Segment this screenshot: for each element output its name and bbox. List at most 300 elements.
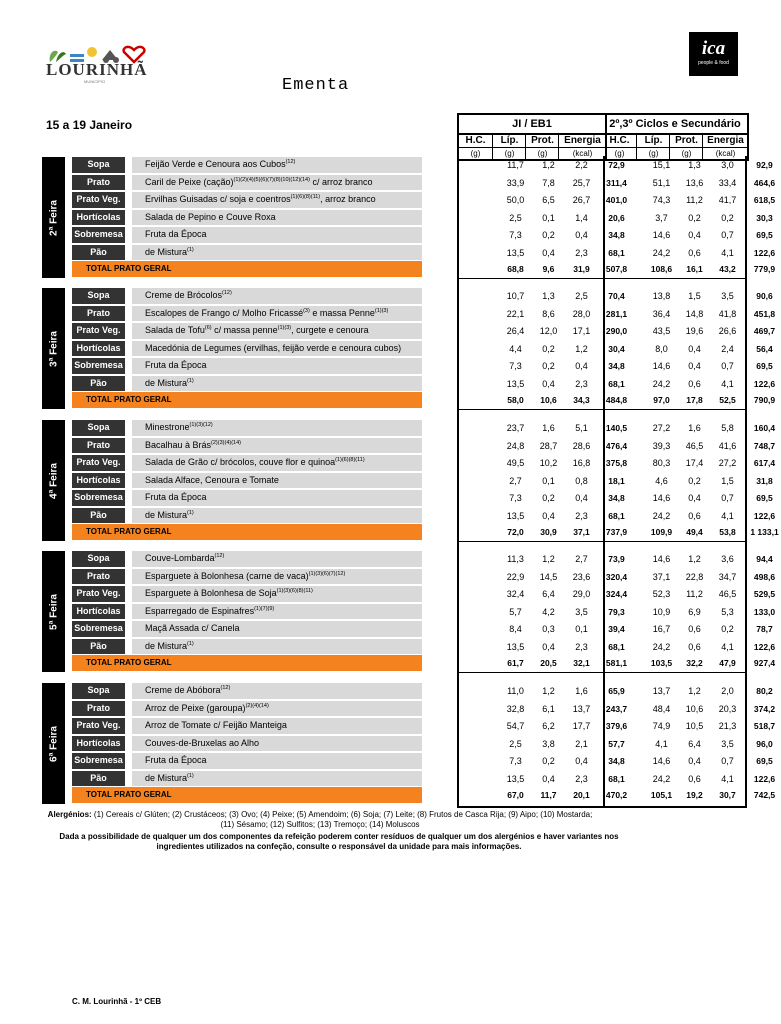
dish-name — [132, 621, 422, 637]
ji-total-energia: 507,8 — [605, 264, 628, 274]
allergen-codes: (1)(3) — [374, 307, 389, 314]
ji-prot-value: 2,1 — [575, 738, 588, 749]
ciclos-hc-value: 13,7 — [652, 686, 671, 696]
ciclos-energia-value: 469,7 — [753, 326, 776, 336]
ji-lip-value: 1,6 — [542, 423, 555, 433]
menu-row-prato — [72, 306, 776, 324]
ciclos-total-prot: 53,8 — [719, 527, 736, 537]
ji-energia-value: 311,4 — [606, 177, 627, 188]
category-label: Prato — [72, 569, 125, 585]
menu-row-horticolas — [72, 604, 776, 622]
ciclos-lip-value: 0,4 — [688, 361, 701, 371]
ji-energia-value: 68,1 — [608, 773, 625, 784]
total-label: TOTAL PRATO GERAL — [72, 787, 422, 803]
ji-lip-value: 0,2 — [542, 756, 555, 766]
dish-text: Maçã Assada c/ Canela — [145, 623, 240, 633]
weekday-bar — [42, 157, 65, 278]
ji-energia-value: 68,1 — [608, 510, 625, 521]
ciclos-hc-value: 43,5 — [652, 326, 671, 336]
ji-hc-value: 50,0 — [506, 195, 525, 205]
ji-prot-value: 2,7 — [575, 554, 588, 564]
ji-lip-value: 1,2 — [542, 554, 555, 564]
col-prot: Prot. — [531, 135, 554, 146]
dish-name — [132, 718, 422, 734]
ji-total-lip: 10,6 — [540, 395, 557, 405]
ciclos-prot-value: 3,5 — [721, 738, 734, 749]
dish-text: Esparguete à Bolonhesa de Soja — [145, 588, 277, 598]
ji-lip-value: 8,6 — [542, 308, 555, 319]
ciclos-total-prot: 52,5 — [719, 395, 736, 405]
ciclos-lip-value: 1,2 — [688, 554, 701, 564]
ji-lip-value: 6,4 — [542, 589, 555, 599]
ji-hc-value: 11,0 — [507, 686, 524, 696]
ji-prot-value: 1,2 — [575, 343, 588, 354]
ji-prot-value: 0,4 — [575, 493, 588, 503]
ciclos-prot-value: 0,7 — [721, 756, 734, 766]
ciclos-prot-value: 3,5 — [721, 291, 734, 301]
menu-row-pao — [72, 245, 776, 263]
ciclos-lip-value: 0,4 — [688, 230, 701, 240]
dish-name — [132, 358, 422, 374]
ciclos-prot-value: 33,4 — [718, 177, 737, 188]
ciclos-total-prot: 43,2 — [719, 264, 736, 274]
category-label: Pão — [72, 508, 125, 524]
ciclos-lip-value: 0,6 — [688, 378, 701, 389]
col-unit: (g) — [603, 147, 636, 159]
ji-total-prot: 32,1 — [573, 658, 590, 668]
total-label: TOTAL PRATO GERAL — [72, 655, 422, 671]
ciclos-hc-value: 24,2 — [652, 773, 671, 784]
ciclos-prot-value: 4,1 — [721, 773, 734, 784]
weekday-label: 6ª Feira — [48, 725, 59, 762]
ciclos-prot-value: 3,0 — [721, 160, 734, 170]
ciclos-total-hc: 108,6 — [650, 264, 673, 274]
ji-hc-value: 13,5 — [506, 378, 525, 389]
ciclos-prot-value: 46,5 — [718, 589, 737, 599]
ji-lip-value: 7,8 — [542, 177, 555, 188]
category-label: Prato — [72, 175, 125, 191]
ji-prot-value: 26,7 — [572, 195, 591, 205]
ji-total-lip: 30,9 — [540, 527, 557, 537]
allergens-legend — [40, 810, 600, 830]
ji-lip-value: 0,4 — [542, 641, 555, 652]
ji-lip-value: 4,2 — [542, 606, 555, 617]
day-block — [42, 420, 779, 541]
ciclos-lip-value: 46,5 — [685, 440, 704, 451]
day-block — [42, 551, 776, 672]
ji-lip-value: 0,2 — [542, 493, 555, 503]
ji-lip-value: 14,5 — [539, 571, 558, 582]
ciclos-total-energia: 742,5 — [753, 790, 776, 800]
ji-hc-value: 7,3 — [509, 756, 522, 766]
ji-lip-value: 10,2 — [539, 458, 558, 468]
category-label: Pão — [72, 639, 125, 655]
dish-name — [132, 771, 422, 787]
dish-name — [132, 157, 422, 173]
weekday-bar — [42, 288, 65, 409]
ji-total-hc: 58,0 — [507, 395, 524, 405]
allergen-codes: (12) — [222, 290, 232, 296]
ji-prot-value: 2,3 — [575, 641, 588, 652]
ji-lip-value: 0,4 — [542, 247, 555, 258]
ji-total-prot: 34,3 — [573, 395, 590, 405]
ji-lip-value: 0,1 — [542, 475, 555, 486]
ciclos-hc-value: 80,3 — [652, 458, 671, 468]
ciclos-energia-value: 122,6 — [753, 773, 776, 784]
ji-energia-value: 34,8 — [608, 361, 625, 371]
ji-lip-value: 28,7 — [539, 440, 558, 451]
ji-energia-value: 79,3 — [608, 606, 625, 617]
ciclos-hc-value: 14,6 — [652, 756, 671, 766]
ciclos-energia-value: 617,4 — [753, 458, 776, 468]
ji-lip-value: 0,4 — [542, 378, 555, 389]
dish-text: Arroz de Peixe (garoupa) — [145, 702, 246, 713]
dish-text: Bacalhau à Brás — [145, 439, 212, 450]
ji-lip-value: 6,5 — [542, 195, 555, 205]
ji-total-prot: 20,1 — [573, 790, 590, 800]
dish-text: Salada de Pepino e Couve Roxa — [145, 211, 276, 222]
ciclos-total-prot: 47,9 — [719, 658, 736, 668]
ciclos-prot-value: 26,6 — [718, 326, 737, 336]
ciclos-hc-value: 24,2 — [652, 510, 671, 521]
dish-text: de Mistura — [145, 640, 188, 651]
ciclos-energia-value: 748,7 — [753, 440, 776, 451]
ji-energia-value: 34,8 — [608, 493, 625, 503]
ciclos-lip-value: 0,6 — [688, 510, 701, 521]
menu-row-pao — [72, 771, 776, 789]
ji-energia-value: 68,1 — [608, 641, 625, 652]
allergen-codes: (1)(6)(8)(11) — [335, 457, 365, 463]
ji-energia-value: 140,5 — [605, 423, 628, 433]
category-label: Prato Veg. — [72, 192, 125, 208]
dish-text: Fruta da Época — [145, 229, 207, 239]
dish-text: Feijão Verde e Cenoura aos Cubos — [145, 159, 286, 169]
ji-energia-value: 70,4 — [608, 291, 625, 301]
category-label: Prato Veg. — [72, 455, 125, 471]
ciclos-prot-value: 0,2 — [721, 624, 734, 634]
allergen-codes: (2)(3)(4)(14) — [211, 439, 241, 446]
ciclos-total-lip: 16,1 — [686, 264, 703, 274]
ji-lip-value: 1,2 — [542, 686, 555, 696]
ji-total-hc: 61,7 — [507, 658, 524, 668]
category-label: Sobremesa — [72, 490, 125, 506]
ji-hc-value: 10,7 — [506, 291, 525, 301]
ciclos-hc-value: 14,6 — [652, 554, 671, 564]
dish-name — [132, 420, 422, 436]
ji-lip-value: 6,2 — [542, 721, 555, 731]
ciclos-energia-value: 133,0 — [753, 606, 776, 617]
ciclos-energia-value: 31,8 — [756, 475, 773, 486]
ciclos-total-prot: 30,7 — [719, 790, 736, 800]
ciclos-prot-value: 1,5 — [721, 475, 734, 486]
ciclos-lip-value: 1,3 — [688, 160, 701, 170]
ciclos-energia-value: 160,4 — [753, 423, 776, 433]
ji-prot-value: 5,1 — [575, 423, 588, 433]
ji-energia-value: 68,1 — [608, 247, 625, 258]
dish-text: Esparregado de Espinafres — [145, 605, 255, 616]
total-label: TOTAL PRATO GERAL — [72, 392, 422, 408]
menu-row-prato — [72, 175, 776, 193]
dish-text: Macedónia de Legumes (ervilhas, feijão verde e cenoura cubos) — [145, 342, 402, 353]
allergen-codes: (1) — [187, 377, 194, 384]
dish-name — [132, 508, 422, 524]
ciclos-lip-value: 0,4 — [688, 493, 701, 503]
day-separator — [457, 541, 747, 542]
ciclos-prot-value: 34,7 — [718, 571, 737, 582]
col-lip: Líp. — [644, 135, 663, 146]
ji-hc-value: 7,3 — [509, 230, 522, 240]
allergen-codes: (1)(3)(12) — [189, 422, 213, 428]
ciclos-lip-value: 19,6 — [685, 326, 704, 336]
menu-row-sopa — [72, 683, 773, 701]
ciclos-energia-value: 498,6 — [753, 571, 776, 582]
allergens-text: (1) Cereais c/ Glúten; (2) Crustáceos; (3) Ovo; (4) Peixe; (5) Amendoim; (6) Soja; (7) Leite; (8) Frutos de Casca Rija; (9) Aipo; (10) Mostarda; (11) Sésamo; (12) Sulfitos; (13) Tremoço; (14) Moluscos — [91, 810, 593, 829]
category-label: Prato Veg. — [72, 718, 125, 734]
ji-prot-value: 17,7 — [572, 721, 591, 731]
ciclos-lip-value: 0,4 — [688, 756, 701, 766]
week-dates: 15 a 19 Janeiro — [46, 118, 133, 132]
dish-text: Esparguete à Bolonhesa (carne de vaca) — [145, 570, 309, 581]
dish-name — [132, 288, 422, 304]
menu-row-prato-veg — [72, 192, 776, 210]
ji-energia-value: 476,4 — [605, 440, 628, 451]
ciclos-energia-value: 464,6 — [753, 177, 776, 188]
menu-row-pao — [72, 376, 776, 394]
ji-prot-value: 2,3 — [575, 247, 588, 258]
category-label: Pão — [72, 245, 125, 261]
dish-name — [132, 438, 422, 454]
ji-hc-value: 32,4 — [506, 589, 525, 599]
ji-lip-value: 0,4 — [542, 510, 555, 521]
dish-text: c/ arroz branco — [309, 176, 373, 187]
dish-text: de Mistura — [145, 377, 188, 388]
ji-energia-value: 281,1 — [605, 308, 628, 319]
ciclos-energia-value: 374,2 — [753, 703, 776, 714]
dish-name — [132, 569, 422, 585]
dish-text: de Mistura — [145, 509, 188, 520]
day-separator — [457, 672, 747, 673]
day-block — [42, 288, 776, 409]
dish-text: Couves-de-Bruxelas ao Alho — [145, 737, 260, 748]
ciclos-hc-value: 3,7 — [655, 212, 668, 223]
menu-row-prato — [72, 569, 776, 587]
dish-name — [132, 210, 422, 226]
ji-total-lip: 9,6 — [542, 264, 555, 274]
ciclos-prot-value: 0,7 — [721, 230, 734, 240]
col-energia: Energia — [564, 135, 601, 146]
ciclos-total-lip: 19,2 — [686, 790, 703, 800]
menu-row-sobremesa — [72, 227, 773, 245]
ciclos-energia-value: 69,5 — [756, 230, 773, 240]
ciclos-lip-value: 6,9 — [688, 606, 701, 617]
category-label: Sopa — [72, 420, 125, 436]
ciclos-hc-value: 14,6 — [652, 230, 671, 240]
ji-total-hc: 68,8 — [507, 264, 524, 274]
ciclos-energia-value: 30,3 — [756, 212, 773, 223]
ji-prot-value: 23,6 — [572, 571, 591, 582]
menu-row-prato-veg — [72, 586, 776, 604]
ji-energia-value: 320,4 — [605, 571, 628, 582]
ciclos-energia-value: 518,7 — [753, 721, 776, 731]
category-label: Sopa — [72, 157, 125, 173]
allergen-notice: Dada a possibilidade de qualquer um dos componentes da refeição poderem conter resíduos de qualquer um dos alergénios e haver variantes nos ingredientes utilizados na confeção, consulte o responsável da unidade para mais informações. — [59, 832, 619, 851]
ji-lip-value: 0,3 — [542, 624, 555, 634]
ciclos-prot-value: 0,7 — [721, 361, 734, 371]
ica-logo-tagline: people & food — [698, 60, 729, 66]
municipality-logo-text: LOURINHÃ — [46, 60, 148, 79]
weekday-label: 4ª Feira — [48, 462, 59, 499]
ciclos-prot-value: 4,1 — [721, 641, 734, 652]
ciclos-prot-value: 2,0 — [721, 686, 734, 696]
col-unit: (g) — [493, 147, 526, 159]
ji-total-hc: 67,0 — [507, 790, 524, 800]
ciclos-hc-value: 14,6 — [652, 493, 671, 503]
ciclos-lip-value: 14,8 — [685, 308, 704, 319]
ciclos-energia-value: 69,5 — [756, 361, 773, 371]
total-row — [72, 261, 776, 279]
ji-hc-value: 22,9 — [506, 571, 525, 582]
category-label: Sobremesa — [72, 358, 125, 374]
dish-name — [132, 639, 422, 655]
ji-total-energia: 737,9 — [605, 527, 628, 537]
ji-energia-value: 34,8 — [608, 230, 625, 240]
col-lip: Líp. — [500, 135, 519, 146]
ciclos-lip-value: 1,6 — [688, 423, 701, 433]
col-unit: (g) — [670, 147, 703, 159]
page-title: Ementa — [282, 76, 350, 95]
ciclos-total-lip: 32,2 — [686, 658, 703, 668]
ciclos-prot-value: 21,3 — [718, 721, 737, 731]
dish-text: Salada de Tofu — [145, 325, 205, 335]
ji-total-hc: 72,0 — [507, 527, 524, 537]
category-label: Prato — [72, 306, 125, 322]
ica-logo — [689, 32, 738, 76]
ji-hc-value: 11,3 — [507, 554, 524, 564]
dish-name — [132, 490, 422, 506]
allergen-codes: (3) — [303, 307, 310, 314]
ji-hc-value: 13,5 — [506, 510, 525, 521]
allergen-codes: (2)(4)(14) — [245, 702, 269, 709]
group-title-ji-eb1: JI / EB1 — [512, 118, 552, 130]
ji-total-energia: 470,2 — [605, 790, 628, 800]
ciclos-lip-value: 0,4 — [688, 343, 701, 354]
category-label: Hortícolas — [72, 210, 125, 226]
dish-text: Caril de Peixe (cação) — [145, 176, 234, 187]
day-separator — [457, 409, 747, 410]
category-label: Prato — [72, 701, 125, 717]
ji-prot-value: 28,0 — [572, 308, 591, 319]
allergen-codes: (1)(3)(6)(8)(11) — [276, 588, 313, 594]
dish-name — [132, 306, 422, 322]
ciclos-energia-value: 56,4 — [756, 343, 773, 354]
ji-hc-value: 22,1 — [506, 308, 525, 319]
ji-hc-value: 8,4 — [509, 624, 522, 634]
ciclos-lip-value: 0,6 — [688, 641, 701, 652]
col-prot: Prot. — [675, 135, 698, 146]
ciclos-prot-value: 41,6 — [718, 440, 737, 451]
dish-text: c/ massa penne — [211, 325, 278, 335]
ji-energia-value: 57,7 — [608, 738, 625, 749]
ji-total-energia: 484,8 — [605, 395, 628, 405]
ciclos-lip-value: 1,2 — [688, 686, 701, 696]
dish-text: Creme de Abóbora — [145, 685, 221, 695]
dish-text: , arroz branco — [320, 194, 376, 204]
ciclos-energia-value: 92,9 — [756, 160, 773, 170]
total-row — [72, 524, 779, 542]
ji-prot-value: 2,2 — [575, 160, 588, 170]
ji-energia-value: 73,9 — [608, 554, 625, 564]
ji-hc-value: 2,7 — [509, 475, 522, 486]
menu-row-prato-veg — [72, 323, 776, 341]
ciclos-lip-value: 22,8 — [685, 571, 704, 582]
weekday-bar — [42, 683, 65, 804]
menu-row-sobremesa — [72, 621, 773, 639]
dish-text: Escalopes de Frango c/ Molho Fricassé — [145, 307, 304, 318]
menu-row-sopa — [72, 288, 773, 306]
ciclos-lip-value: 17,4 — [685, 458, 704, 468]
ji-total-lip: 20,5 — [540, 658, 557, 668]
ciclos-energia-value: 451,8 — [753, 308, 776, 319]
ciclos-hc-value: 24,2 — [652, 247, 671, 258]
dish-name — [132, 683, 422, 699]
dish-name — [132, 604, 422, 620]
dish-text: Couve-Lombarda — [145, 553, 215, 563]
ji-hc-value: 33,9 — [506, 177, 525, 188]
allergen-codes: (1)(3) — [277, 325, 292, 331]
menu-row-prato-veg — [72, 455, 776, 473]
ciclos-lip-value: 11,2 — [686, 589, 703, 599]
ciclos-prot-value: 20,3 — [718, 703, 737, 714]
total-label: TOTAL PRATO GERAL — [72, 524, 422, 540]
dish-name — [132, 245, 422, 261]
ji-prot-value: 13,7 — [572, 703, 591, 714]
ji-hc-value: 13,5 — [506, 641, 525, 652]
ji-energia-value: 20,6 — [608, 212, 625, 223]
weekday-label: 5ª Feira — [48, 593, 59, 630]
ciclos-energia-value: 122,6 — [753, 641, 776, 652]
ciclos-hc-value: 15,1 — [652, 160, 671, 170]
dish-name — [132, 227, 422, 243]
ji-hc-value: 7,3 — [509, 361, 522, 371]
ji-energia-value: 375,8 — [605, 458, 628, 468]
ciclos-lip-value: 1,5 — [688, 291, 701, 301]
category-label: Prato — [72, 438, 125, 454]
category-label: Prato Veg. — [72, 586, 125, 602]
category-label: Hortícolas — [72, 473, 125, 489]
ciclos-total-hc: 103,5 — [650, 658, 673, 668]
ji-prot-value: 1,4 — [575, 212, 588, 223]
ji-prot-value: 2,5 — [575, 291, 588, 301]
ji-prot-value: 0,4 — [575, 230, 588, 240]
ji-energia-value: 18,1 — [608, 475, 625, 486]
day-block — [42, 683, 776, 804]
ji-hc-value: 54,7 — [506, 721, 525, 731]
ji-energia-value: 324,4 — [605, 589, 628, 599]
dish-text: Salada de Grão c/ brócolos, couve flor e quinoa — [145, 457, 336, 467]
ciclos-prot-value: 5,3 — [721, 606, 734, 617]
ji-prot-value: 0,1 — [575, 624, 588, 634]
total-row — [72, 655, 776, 673]
dish-name — [132, 551, 422, 567]
allergen-codes: (1)(7)(9) — [254, 605, 275, 612]
ji-energia-value: 39,4 — [608, 624, 625, 634]
ji-hc-value: 2,5 — [509, 738, 522, 749]
ciclos-energia-value: 94,4 — [756, 554, 773, 564]
ji-energia-value: 68,1 — [608, 378, 625, 389]
menu-row-sopa — [72, 157, 773, 175]
category-label: Hortícolas — [72, 604, 125, 620]
ciclos-total-lip: 49,4 — [686, 527, 703, 537]
